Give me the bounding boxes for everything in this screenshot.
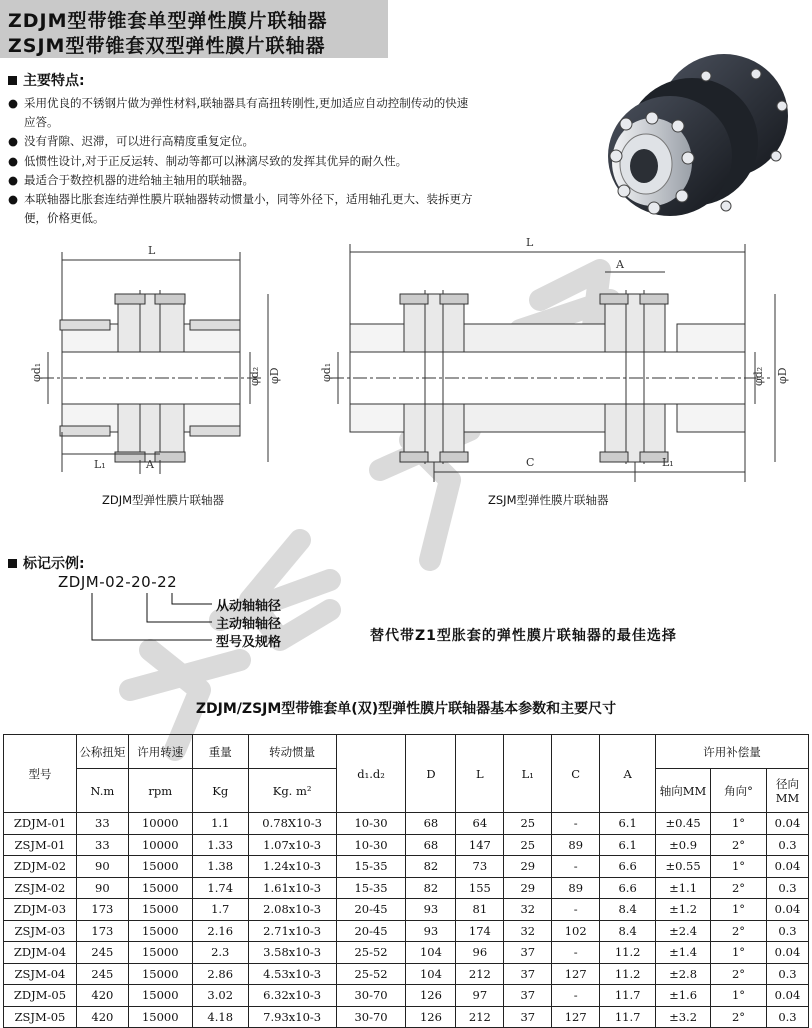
dim-label-a-right: A xyxy=(616,258,624,271)
table-cell: 25 xyxy=(504,834,552,856)
table-cell: 81 xyxy=(456,899,504,921)
table-cell: 174 xyxy=(456,920,504,942)
table-cell: 15000 xyxy=(128,942,192,964)
table-cell: ±1.1 xyxy=(656,877,711,899)
right-drawing-caption: ZSJM型弹性膜片联轴器 xyxy=(488,493,609,507)
dim-label-l: L xyxy=(148,244,156,257)
feature-item: ● 最适合于数控机器的进给轴主轴用的联轴器。 xyxy=(8,171,478,190)
dim-label-l1: L₁ xyxy=(94,458,106,471)
table-cell: 1.33 xyxy=(192,834,248,856)
table-cell: ZDJM-02 xyxy=(4,856,77,878)
unit-inertia: Kg. m² xyxy=(248,769,336,813)
table-cell: 20-45 xyxy=(336,899,406,921)
table-row xyxy=(4,813,809,835)
slogan: 替代带Z1型胀套的弹性膜片联轴器的最佳选择 xyxy=(370,628,677,644)
table-cell: 11.7 xyxy=(600,985,656,1007)
table-cell: 32 xyxy=(504,899,552,921)
table-cell: 127 xyxy=(552,963,600,985)
table-cell: 0.3 xyxy=(766,963,808,985)
spec-table xyxy=(3,734,809,1028)
col-compensation: 许用补偿量 xyxy=(656,735,809,769)
table-row xyxy=(4,985,809,1007)
table-cell: 2.86 xyxy=(192,963,248,985)
table-cell: 29 xyxy=(504,877,552,899)
bullet-icon: ● xyxy=(8,153,19,168)
table-cell: 420 xyxy=(76,985,128,1007)
zsjm-drawing xyxy=(330,244,775,482)
table-cell: 11.7 xyxy=(600,1006,656,1028)
col-speed: 许用转速 xyxy=(128,735,192,769)
table-cell: 89 xyxy=(552,834,600,856)
table-cell: 0.3 xyxy=(766,920,808,942)
dim-label-D-right: φD xyxy=(776,367,789,384)
table-cell: 155 xyxy=(456,877,504,899)
table-cell: 15000 xyxy=(128,963,192,985)
dim-label-d1-right: φd₁ xyxy=(320,362,333,382)
col-radial: 径向MM xyxy=(766,769,808,813)
table-cell: 93 xyxy=(406,920,456,942)
table-cell: ±0.45 xyxy=(656,813,711,835)
feature-item: ● 低惯性设计,对于正反运转、制动等都可以淋漓尽致的发挥其优异的耐久性。 xyxy=(8,152,478,171)
table-cell: 1° xyxy=(711,856,767,878)
dim-label-d1: φd₁ xyxy=(30,362,43,382)
table-cell: 0.04 xyxy=(766,813,808,835)
marking-label-driving: 主动轴轴径 xyxy=(216,617,282,632)
dim-label-l1-right: L₁ xyxy=(662,456,674,469)
table-cell: 1.1 xyxy=(192,813,248,835)
table-cell: 6.32x10-3 xyxy=(248,985,336,1007)
table-row xyxy=(4,856,809,878)
table-cell: - xyxy=(552,899,600,921)
table-cell: 37 xyxy=(504,963,552,985)
col-L1: L₁ xyxy=(504,735,552,813)
table-cell: 32 xyxy=(504,920,552,942)
col-C: C xyxy=(552,735,600,813)
table-cell: 15000 xyxy=(128,877,192,899)
table-cell: 173 xyxy=(76,920,128,942)
table-cell: 11.2 xyxy=(600,942,656,964)
table-cell: 147 xyxy=(456,834,504,856)
table-cell: 127 xyxy=(552,1006,600,1028)
table-cell: 37 xyxy=(504,985,552,1007)
table-cell: 173 xyxy=(76,899,128,921)
col-torque: 公称扭矩 xyxy=(76,735,128,769)
table-cell: - xyxy=(552,985,600,1007)
table-cell: 97 xyxy=(456,985,504,1007)
table-cell: 2.08x10-3 xyxy=(248,899,336,921)
unit-torque: N.m xyxy=(76,769,128,813)
table-cell: ±1.2 xyxy=(656,899,711,921)
table-cell: - xyxy=(552,813,600,835)
table-cell: 102 xyxy=(552,920,600,942)
table-cell: ZSJM-05 xyxy=(4,1006,77,1028)
feature-item: ● 本联轴器比胀套连结弹性膜片联轴器转动惯量小，同等外径下，适用轴孔更大、装拆更方便，价格更低。 xyxy=(8,190,478,228)
table-cell: 73 xyxy=(456,856,504,878)
table-cell: 8.4 xyxy=(600,920,656,942)
table-cell: 104 xyxy=(406,963,456,985)
table-cell: 2° xyxy=(711,920,767,942)
table-cell: 64 xyxy=(456,813,504,835)
table-cell: 126 xyxy=(406,1006,456,1028)
table-cell: 33 xyxy=(76,834,128,856)
col-axial: 轴向MM xyxy=(656,769,711,813)
table-cell: 4.18 xyxy=(192,1006,248,1028)
left-drawing-caption: ZDJM型弹性膜片联轴器 xyxy=(102,493,225,507)
table-cell: ZSJM-04 xyxy=(4,963,77,985)
table-cell: 4.53x10-3 xyxy=(248,963,336,985)
marking-leader-lines xyxy=(0,0,300,660)
table-cell: 212 xyxy=(456,1006,504,1028)
table-cell: 1° xyxy=(711,985,767,1007)
title-zsjm: ZSJM型带锥套双型弹性膜片联轴器 xyxy=(8,35,326,57)
table-cell: 90 xyxy=(76,877,128,899)
table-cell: 20-45 xyxy=(336,920,406,942)
table-cell: 93 xyxy=(406,899,456,921)
table-cell: 6.6 xyxy=(600,877,656,899)
table-cell: 25 xyxy=(504,813,552,835)
table-cell: 15000 xyxy=(128,985,192,1007)
table-cell: 37 xyxy=(504,942,552,964)
table-cell: 2° xyxy=(711,963,767,985)
dim-label-c: C xyxy=(526,456,535,469)
table-cell: 7.93x10-3 xyxy=(248,1006,336,1028)
table-cell: ZSJM-03 xyxy=(4,920,77,942)
col-d: d₁.d₂ xyxy=(336,735,406,813)
table-cell: 1° xyxy=(711,899,767,921)
table-cell: 6.1 xyxy=(600,834,656,856)
table-cell: 3.02 xyxy=(192,985,248,1007)
table-cell: 11.2 xyxy=(600,963,656,985)
table-cell: 10-30 xyxy=(336,834,406,856)
table-cell: 2° xyxy=(711,834,767,856)
bullet-icon: ● xyxy=(8,172,19,187)
table-cell: ±0.9 xyxy=(656,834,711,856)
marking-label-driven: 从动轴轴径 xyxy=(216,599,282,614)
table-cell: 104 xyxy=(406,942,456,964)
dim-label-a: A xyxy=(146,458,154,471)
table-cell: 8.4 xyxy=(600,899,656,921)
table-cell: 15-35 xyxy=(336,856,406,878)
table-cell: ±2.8 xyxy=(656,963,711,985)
table-cell: 2.71x10-3 xyxy=(248,920,336,942)
title-zdjm: ZDJM型带锥套单型弹性膜片联轴器 xyxy=(8,10,328,32)
table-cell: ZDJM-04 xyxy=(4,942,77,964)
table-row xyxy=(4,963,809,985)
table-cell: ZDJM-01 xyxy=(4,813,77,835)
table-cell: 30-70 xyxy=(336,985,406,1007)
table-cell: 37 xyxy=(504,1006,552,1028)
marking-heading: 标记示例: xyxy=(8,553,85,573)
table-cell: ZDJM-05 xyxy=(4,985,77,1007)
table-cell: ±2.4 xyxy=(656,920,711,942)
table-cell: 30-70 xyxy=(336,1006,406,1028)
table-cell: 3.58x10-3 xyxy=(248,942,336,964)
table-cell: ZSJM-02 xyxy=(4,877,77,899)
table-cell: 15000 xyxy=(128,1006,192,1028)
table-row xyxy=(4,899,809,921)
table-cell: ZDJM-03 xyxy=(4,899,77,921)
table-cell: 1° xyxy=(711,813,767,835)
table-cell: 25-52 xyxy=(336,942,406,964)
unit-speed: rpm xyxy=(128,769,192,813)
feature-item: ● 采用优良的不锈钢片做为弹性材料,联轴器具有高扭转刚性,更加适应自动控制传动的快速应答。 xyxy=(8,94,478,132)
table-cell: 1.61x10-3 xyxy=(248,877,336,899)
table-cell: 212 xyxy=(456,963,504,985)
unit-weight: Kg xyxy=(192,769,248,813)
table-cell: 0.04 xyxy=(766,942,808,964)
table-cell: 1.74 xyxy=(192,877,248,899)
table-cell: 245 xyxy=(76,942,128,964)
table-row xyxy=(4,877,809,899)
dim-label-d2-right: φd₂ xyxy=(752,366,765,386)
dim-label-l-right: L xyxy=(526,236,534,249)
table-cell: 15000 xyxy=(128,856,192,878)
bullet-icon: ● xyxy=(8,192,19,207)
table-cell: 82 xyxy=(406,877,456,899)
table-row xyxy=(4,834,809,856)
col-L: L xyxy=(456,735,504,813)
table-cell: 68 xyxy=(406,834,456,856)
table-cell: 1.7 xyxy=(192,899,248,921)
table-cell: 82 xyxy=(406,856,456,878)
table-cell: 1° xyxy=(711,942,767,964)
table-title: ZDJM/ZSJM型带锥套单(双)型弹性膜片联轴器基本参数和主要尺寸 xyxy=(195,701,617,717)
col-D: D xyxy=(406,735,456,813)
table-cell: ZSJM-01 xyxy=(4,834,77,856)
table-cell: 10-30 xyxy=(336,813,406,835)
table-cell: 6.1 xyxy=(600,813,656,835)
table-cell: - xyxy=(552,942,600,964)
table-cell: 15000 xyxy=(128,899,192,921)
dim-label-d2: φd₂ xyxy=(248,366,261,386)
table-cell: ±0.55 xyxy=(656,856,711,878)
table-cell: 0.04 xyxy=(766,856,808,878)
table-cell: 1.24x10-3 xyxy=(248,856,336,878)
table-cell: 245 xyxy=(76,963,128,985)
table-cell: 2.3 xyxy=(192,942,248,964)
table-cell: ±3.2 xyxy=(656,1006,711,1028)
bullet-icon: ● xyxy=(8,134,19,149)
feature-item: ● 没有背隙、迟滞，可以进行高精度重复定位。 xyxy=(8,132,478,151)
table-cell: 90 xyxy=(76,856,128,878)
table-cell: 89 xyxy=(552,877,600,899)
table-cell: 1.07x10-3 xyxy=(248,834,336,856)
table-cell: 2° xyxy=(711,1006,767,1028)
table-cell: 126 xyxy=(406,985,456,1007)
table-body xyxy=(4,813,809,1028)
marking-label-model: 型号及规格 xyxy=(216,635,282,650)
table-row xyxy=(4,1006,809,1028)
table-cell: 0.04 xyxy=(766,899,808,921)
col-weight: 重量 xyxy=(192,735,248,769)
marking-code: ZDJM-02-20-22 xyxy=(58,573,178,591)
table-cell: 0.3 xyxy=(766,834,808,856)
table-cell: 1.38 xyxy=(192,856,248,878)
table-row xyxy=(4,942,809,964)
table-cell: 0.3 xyxy=(766,877,808,899)
table-cell: 10000 xyxy=(128,834,192,856)
table-cell: 2.16 xyxy=(192,920,248,942)
col-model: 型号 xyxy=(4,735,77,813)
features-heading: 主要特点: xyxy=(8,70,85,90)
table-row xyxy=(4,920,809,942)
col-A: A xyxy=(600,735,656,813)
table-cell: 10000 xyxy=(128,813,192,835)
table-cell: 0.78X10-3 xyxy=(248,813,336,835)
table-cell: 96 xyxy=(456,942,504,964)
product-photo xyxy=(596,46,796,224)
table-cell: 2° xyxy=(711,877,767,899)
table-cell: 15000 xyxy=(128,920,192,942)
table-cell: - xyxy=(552,856,600,878)
table-cell: 420 xyxy=(76,1006,128,1028)
bullet-icon: ● xyxy=(8,96,19,110)
col-angular: 角向° xyxy=(711,769,767,813)
table-cell: 25-52 xyxy=(336,963,406,985)
table-cell: 68 xyxy=(406,813,456,835)
table-cell: ±1.6 xyxy=(656,985,711,1007)
dim-label-D: φD xyxy=(268,367,281,384)
table-cell: 6.6 xyxy=(600,856,656,878)
table-cell: 29 xyxy=(504,856,552,878)
table-cell: 33 xyxy=(76,813,128,835)
table-cell: 15-35 xyxy=(336,877,406,899)
table-cell: 0.3 xyxy=(766,1006,808,1028)
table-cell: ±1.4 xyxy=(656,942,711,964)
table-cell: 0.04 xyxy=(766,985,808,1007)
col-inertia: 转动惯量 xyxy=(248,735,336,769)
